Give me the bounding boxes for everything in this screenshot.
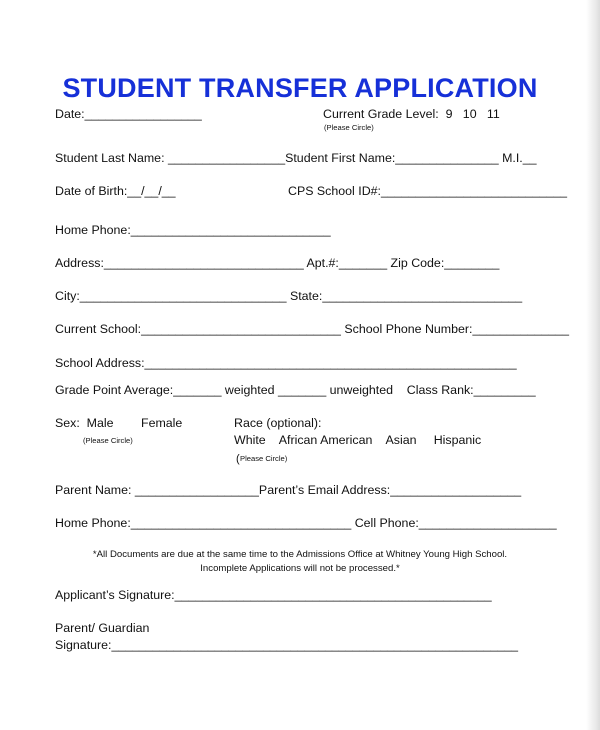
- gpa-row[interactable]: Grade Point Average:_______ weighted _______ unweighted Class Rank:_________: [55, 383, 536, 397]
- home-phone-field[interactable]: Home Phone:_____________________________: [55, 223, 331, 237]
- cps-school-id-field[interactable]: CPS School ID#:___________________________: [288, 184, 568, 198]
- sex-male-option[interactable]: Sex: Male: [55, 416, 114, 430]
- race-options[interactable]: White African American Asian Hispanic: [234, 433, 482, 447]
- address-row[interactable]: Address:_____________________________ Apt.#:_______ Zip Code:________: [55, 256, 500, 270]
- sex-hint: (Please Circle): [83, 436, 133, 445]
- race-hint: Please Circle): [240, 454, 288, 463]
- school-address-field[interactable]: School Address:______________________________________________________: [55, 356, 517, 370]
- guardian-label: Parent/ Guardian: [55, 621, 150, 635]
- applicant-signature-field[interactable]: Applicant’s Signature:______________________________________________: [55, 588, 492, 602]
- grade-level-hint: (Please Circle): [324, 123, 374, 132]
- student-name-row[interactable]: Student Last Name: _________________Student First Name:_______________ M.I.__: [55, 151, 537, 165]
- city-state-row[interactable]: City:______________________________ State:_____________________________: [55, 289, 523, 303]
- notice-line-1: *All Documents are due at the same time to the Admissions Office at Whitney Young High School.: [92, 549, 508, 560]
- parent-name-row[interactable]: Parent Name: __________________Parent’s Email Address:___________________: [55, 483, 522, 497]
- date-of-birth-field[interactable]: Date of Birth:__/__/__: [55, 184, 176, 198]
- grade-level-field[interactable]: Current Grade Level: 9 10 11: [323, 107, 500, 121]
- notice-line-2: Incomplete Applications will not be processed.*: [200, 563, 400, 574]
- page-title: STUDENT TRANSFER APPLICATION: [62, 73, 538, 103]
- current-school-row[interactable]: Current School:_____________________________ School Phone Number:______________: [55, 322, 569, 336]
- race-label: Race (optional):: [234, 416, 322, 430]
- date-field[interactable]: Date:_________________: [55, 107, 202, 121]
- guardian-signature-field[interactable]: Signature:___________________________________________________________: [55, 638, 519, 652]
- page-edge-shadow: [586, 0, 600, 730]
- phone-cell-row[interactable]: Home Phone:________________________________ Cell Phone:____________________: [55, 516, 557, 530]
- race-hint-paren: (: [236, 453, 240, 465]
- sex-female-option[interactable]: Female: [141, 416, 183, 430]
